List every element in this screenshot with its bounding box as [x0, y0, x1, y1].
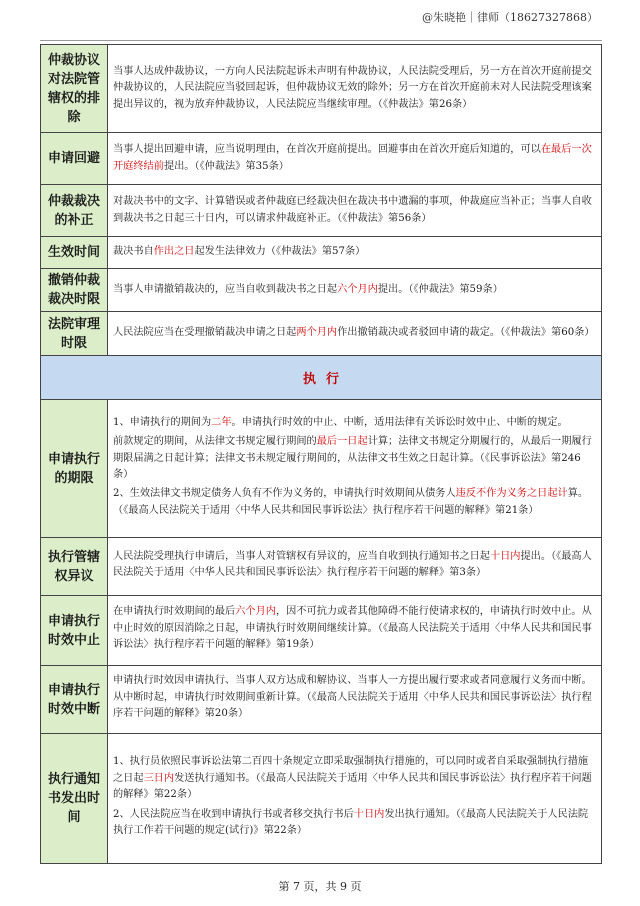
table-row — [41, 237, 602, 269]
row-label: 执行管辖权异议 — [41, 538, 108, 596]
body-text: 2、生效法律文书规定债务人负有不作为义务的，申请执行时效期间从债务人 — [113, 488, 456, 500]
paragraph — [113, 673, 595, 722]
highlight-text: 作出之日 — [153, 246, 195, 258]
highlight-text: 两个月内 — [296, 327, 338, 339]
row-label: 申请执行时效中断 — [41, 666, 108, 734]
row-content — [108, 45, 602, 133]
table-row — [41, 596, 602, 666]
row-label: 生效时间 — [41, 237, 108, 269]
table-row — [41, 312, 602, 356]
body-text: 提出。（《最高人民法院关于适用〈中华人民共和国民事诉讼法〉执行程序若干问题的解释》第3条） — [113, 550, 592, 578]
section-row — [41, 356, 602, 400]
row-content — [108, 734, 602, 864]
table-row — [41, 133, 602, 185]
paragraph — [113, 604, 595, 653]
row-label: 执行通知书发出时间 — [41, 734, 108, 864]
body-text: 当事人提出回避申请，应当说明理由，在首次开庭前提出。回避事由在首次开庭后知道的，可以 — [113, 144, 541, 156]
body-text: 2、人民法院应当在收到申请执行书或者移交执行书后 — [113, 808, 354, 820]
row-label: 仲裁裁决的补正 — [41, 185, 108, 237]
body-text: 发送执行通知书。（《最高人民法院关于适用〈中华人民共和国民事诉讼法〉执行程序若干问题的解释》第22条） — [113, 772, 592, 801]
paragraph — [113, 486, 595, 519]
row-content — [108, 237, 602, 269]
table-row — [41, 45, 602, 133]
body-text: 提出。（《仲裁法》第35条） — [163, 160, 289, 172]
row-label: 仲裁协议对法院管辖权的排除 — [41, 45, 108, 133]
body-text: 人民法院应当在受理撤销裁决申请之日起 — [113, 327, 297, 339]
highlight-text: 最后一日起 — [316, 436, 368, 448]
table-row — [41, 666, 602, 734]
author-contact: @朱晓艳｜律师（18627327868） — [422, 11, 598, 24]
body-text: 起发生法律效力（《仲裁法》第57条） — [194, 246, 366, 258]
page-header — [40, 0, 602, 41]
row-label: 撤销仲裁裁决时限 — [41, 269, 108, 312]
row-content — [108, 538, 602, 596]
body-text: 当事人达成仲裁协议，一方向人民法院起诉未声明有仲裁协议，人民法院受理后，另一方在首次开庭前提交仲裁协议的，人民法院应当驳回起诉，但仲裁协议无效的除外；另一方在首次开庭前未对人民法院受理该案提出异议的，视为放弃仲裁协议，人民法院应当继续审理。（《仲裁法》第26条） — [113, 65, 592, 110]
row-label: 法院审理时限 — [41, 312, 108, 356]
paragraph — [113, 754, 595, 803]
table-row — [41, 269, 602, 312]
page-footer: 第 7 页，共 9 页 — [278, 880, 362, 893]
row-content — [108, 269, 602, 312]
body-text: 人民法院受理执行申请后，当事人对管辖权有异议的，应当自收到执行通知书之日起 — [113, 550, 490, 562]
body-text: 发出执行通知。（《最高人民法院关于人民法院执行工作若干问题的规定(试行)》第22条） — [113, 808, 589, 837]
body-text: 1、执行员依照民事诉讼法第二百四十条规定立即采取强制执行措施的，可以同时或者自采取强制执行措施之日起 — [113, 756, 589, 784]
table-row — [41, 400, 602, 538]
body-text: 算。（《最高人民法院关于适用〈中华人民共和国民事诉讼法〉执行程序若干问题的解释》第21条） — [113, 488, 589, 516]
body-text: 作出撤销裁决或者驳回申请的裁定。（《仲裁法》第60条） — [337, 327, 595, 339]
highlight-text: 在最后一次开庭终结前 — [113, 144, 592, 172]
row-content — [108, 666, 602, 734]
body-text: ，因不可抗力或者其他障碍不能行使请求权的，申请执行时效中止。从中止时效的原因消除之日起，申请执行时效期间继续计算。（《最高人民法院关于适用〈中华人民共和国民事诉讼法〉执行程序若干问题的解释》第19条） — [113, 606, 592, 651]
body-text: 对裁决书中的文字、计算错误或者仲裁庭已经裁决但在裁决书中遗漏的事项，仲裁庭应当补正；当事人自收到裁决书之日起三十日内，可以请求仲裁庭补正。（《仲裁法》第56条） — [113, 196, 592, 224]
body-text: 裁决书自 — [113, 246, 154, 258]
row-content — [108, 133, 602, 185]
body-text: 前款规定的期间，从法律文书规定履行期间的 — [113, 436, 317, 448]
row-label: 申请执行的期限 — [41, 400, 108, 538]
table-row — [41, 538, 602, 596]
table-row — [41, 734, 602, 864]
highlight-text: 三日内 — [143, 772, 175, 784]
section-title: 执行 — [41, 356, 602, 400]
row-content — [108, 400, 602, 538]
highlight-text: 十日内 — [489, 550, 521, 562]
body-text: 提出。（《仲裁法》第59条） — [377, 283, 503, 295]
row-label: 申请回避 — [41, 133, 108, 185]
highlight-text: 六个月内 — [337, 283, 378, 295]
body-text: 申请执行时效因申请执行、当事人双方达成和解协议、当事人一方提出履行要求或者同意履行义务而中断。从中断时起，申请执行时效期间重新计算。（《最高人民法院关于适用〈中华人民共和国民事诉讼法〉执行程序若干问题的解释》第20条） — [113, 675, 592, 720]
body-text: 在申请执行时效期间的最后 — [113, 606, 236, 618]
body-text: 1、申请执行的期间为 — [113, 416, 212, 428]
body-text: 当事人申请撤销裁决的，应当自收到裁决书之日起 — [113, 283, 338, 295]
body-text: 。申请执行时效的中止、中断，适用法律有关诉讼时效中止、中断的规定。 — [231, 416, 568, 428]
paragraph — [113, 434, 595, 483]
row-content — [108, 185, 602, 237]
table-row — [41, 185, 602, 237]
row-content — [108, 312, 602, 356]
paragraph — [113, 807, 595, 840]
highlight-text: 二年 — [211, 416, 232, 428]
highlight-text: 六个月内 — [235, 606, 276, 618]
highlight-text: 十日内 — [353, 808, 385, 820]
body-text: 计算；法律文书规定分期履行的，从最后一期履行期限届满之日起计算；法律文书未规定履行期间的，从法律文书生效之日起计算。（《民事诉讼法》第246条） — [113, 436, 592, 480]
highlight-text: 违反不作为义务之日起计 — [455, 488, 568, 500]
paragraph — [113, 549, 595, 582]
paragraph — [113, 415, 595, 431]
row-content — [108, 596, 602, 666]
row-label: 申请执行时效中止 — [41, 596, 108, 666]
law-table — [40, 44, 602, 864]
